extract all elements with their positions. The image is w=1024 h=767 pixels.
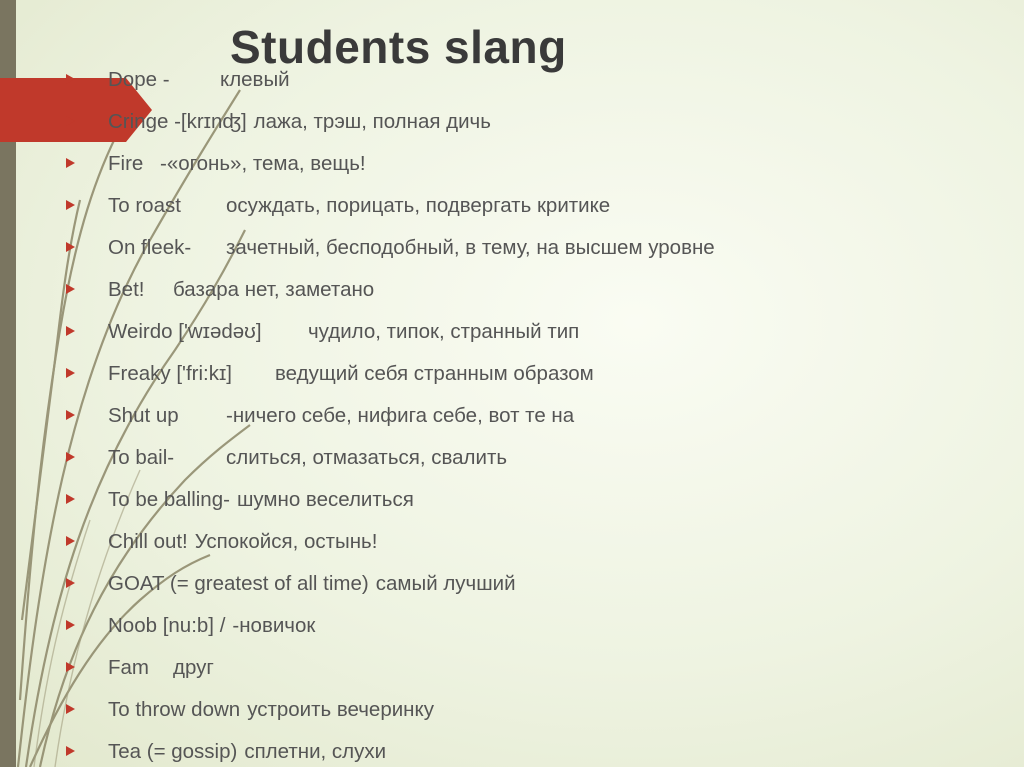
list-item [66, 60, 966, 100]
slang-term: Freaky ['fri:kɪ] [108, 362, 232, 385]
slang-translation: устроить вечеринку [247, 698, 434, 721]
slang-term: Weirdo ['wɪədəʊ] [108, 320, 262, 343]
list-item [66, 396, 966, 436]
slang-translation: осуждать, порицать, подвергать критике [226, 194, 611, 217]
slang-term: Fire [108, 152, 144, 175]
slang-translation: слиться, отмазаться, свалить [226, 446, 508, 469]
list-item [66, 690, 966, 730]
slang-term: To bail- [108, 446, 175, 469]
slang-term: Dope - [108, 68, 170, 91]
arrow-bullet-icon [66, 578, 75, 588]
slang-term: To roast [108, 194, 181, 217]
list-item [66, 144, 966, 184]
slang-term: GOAT (= greatest of all time) [108, 572, 369, 595]
slang-term: Fam [108, 656, 149, 679]
arrow-bullet-icon [66, 242, 75, 252]
arrow-bullet-icon [66, 452, 75, 462]
arrow-bullet-icon [66, 746, 75, 756]
list-item [66, 186, 966, 226]
slang-translation: ведущий себя странным образом [275, 362, 594, 385]
list-item [66, 102, 966, 142]
slang-term: Noob [nu:b] / [108, 614, 226, 637]
slang-term: Chill out! [108, 530, 188, 553]
slang-translation: зачетный, бесподобный, в тему, на высшем уровне [226, 236, 715, 259]
arrow-bullet-icon [66, 662, 75, 672]
slang-term: On fleek- [108, 236, 192, 259]
list-item [66, 564, 966, 604]
list-item [66, 438, 966, 478]
slang-translation: клевый [220, 68, 290, 91]
slang-term: Shut up [108, 404, 179, 427]
arrow-bullet-icon [66, 284, 75, 294]
slide-title: Students slang [230, 21, 567, 73]
slang-term: Tea (= gossip) [108, 740, 238, 763]
slang-term: Bet! [108, 278, 145, 301]
arrow-bullet-icon [66, 410, 75, 420]
slang-translation: самый лучший [375, 572, 516, 595]
slang-translation: сплетни, слухи [244, 740, 387, 763]
arrow-bullet-icon [66, 158, 75, 168]
list-item [66, 480, 966, 520]
slang-translation: друг [173, 656, 214, 679]
arrow-bullet-icon [66, 326, 75, 336]
arrow-bullet-icon [66, 74, 75, 84]
arrow-bullet-icon [66, 620, 75, 630]
arrow-bullet-icon [66, 536, 75, 546]
slang-translation: -новичок [232, 614, 316, 637]
list-item [66, 354, 966, 394]
arrow-bullet-icon [66, 200, 75, 210]
slang-term: Cringe -[krɪnʤ] [108, 110, 247, 133]
slang-translation: Успокойся, остынь! [194, 530, 378, 553]
list-item [66, 312, 966, 352]
arrow-bullet-icon [66, 368, 75, 378]
arrow-bullet-icon [66, 494, 75, 504]
list-item [66, 732, 966, 767]
slang-translation: -«огонь», тема, вещь! [160, 152, 366, 175]
slang-translation: шумно веселиться [236, 488, 414, 511]
slang-term: To be balling- [108, 488, 230, 511]
arrow-bullet-icon [66, 116, 75, 126]
slang-translation: -ничего себе, нифига себе, вот те на [226, 404, 575, 427]
slang-translation: базара нет, заметано [173, 278, 375, 301]
slang-translation: чудило, типок, странный тип [308, 320, 580, 343]
arrow-bullet-icon [66, 704, 75, 714]
list-item [66, 522, 966, 562]
list-item [66, 270, 966, 310]
list-item [66, 228, 966, 268]
slang-translation: лажа, трэш, полная дичь [253, 110, 491, 133]
slang-term: To throw down [108, 698, 241, 721]
list-item [66, 648, 966, 688]
list-item [66, 606, 966, 646]
